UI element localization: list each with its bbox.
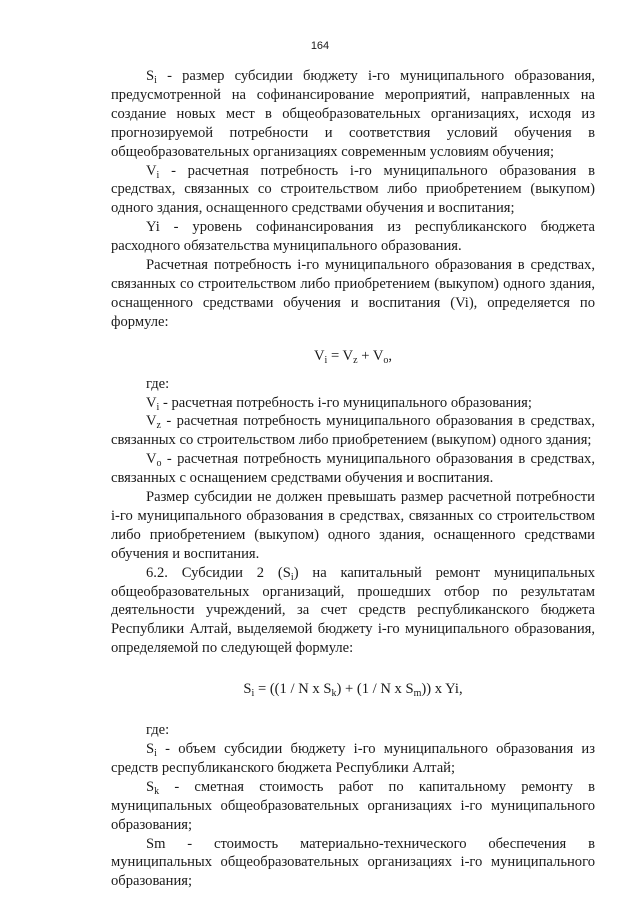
definition-s-k: $S_k$ - сметная стоимость работ по капитальному ремонту в муниципальных общеобразовательных организациях i-го муниципального образования;	[111, 778, 595, 833]
definition-v-z: $V_z$ - расчетная потребность муниципального образования в средствах, связанных со строительством либо приобретением (выкупом) одного здания;	[111, 413, 595, 449]
limit-paragraph: Размер субсидии не должен превышать размер расчетной потребности i-го муниципального образования в средствах, связанных со строительством либо приобретением (выкупом) одного здания, оснащенного средствами обучения и воспитания.	[111, 489, 595, 562]
where-label-2: где:	[146, 722, 170, 739]
symbol-subscript: i	[154, 75, 157, 86]
formula-vi: $V_i = V_z + V_o$,	[313, 347, 393, 366]
document-body	[111, 67, 595, 891]
definition-v-i-paragraph	[111, 162, 595, 219]
definition-s-i-2: $S_i$ - объем субсидии бюджету i-го муниципального образования из средств республиканского бюджета Республики Алтай;	[111, 741, 595, 776]
definition-yi-paragraph: Yi - уровень софинансирования из республиканского бюджета расходного обязательства муниципального образования.	[111, 219, 595, 255]
symbol-subscript: i	[156, 169, 160, 181]
definition-text: - размер субсидии бюджету i-го муниципального образования, предусмотренной на софинансирование мероприятий, направленных на создание новых мест в общеобразовательных организациях, исходя из прогнозируемой потребности и соответствия условий обучения в общеобразовательных организациях современным условиям обучения;	[111, 68, 595, 160]
definition-s-i-paragraph	[111, 67, 595, 162]
definition-v-o: $V_o$ - расчетная потребность муниципального образования в средствах, связанных с оснащением средствами обучения и воспитания.	[111, 451, 595, 487]
page-number: 164	[310, 40, 330, 52]
section-6-2-paragraph: 6.2. Субсидии 2 $(S_i)$ на капитальный ремонт муниципальных общеобразовательных организаций, прошедших отбор по результатам деятельности учреждений, за счет средств республиканского бюджета Республики Алтай, выделяемой бюджету i-го муниципального образования, определяемой по следующей формуле:	[111, 564, 595, 657]
where-label: где:	[146, 375, 170, 392]
symbol: S	[146, 68, 155, 84]
formula-si: $S_i = ((1 / N$ x $S_k) + (1 / N$ x $S_m$)) x Yi,	[243, 681, 463, 700]
definition-sm: Sm - стоимость материально-технического обеспечения в муниципальных общеобразовательных организациях i-го муниципального образования;	[111, 835, 595, 890]
definition-v-i-short: $V_i$ - расчетная потребность i-го муниципального образования;	[146, 394, 532, 413]
symbol: V	[146, 162, 157, 179]
definition-text: - расчетная потребность i-го муниципального образования в средствах, связанных со строительством либо приобретением (выкупом) одного здания, оснащенного средствами обучения и воспитания;	[111, 162, 595, 217]
calculation-intro-paragraph: Расчетная потребность i-го муниципального образования в средствах, связанных со строительством либо приобретением (выкупом) одного здания, оснащенного средствами обучения и воспитания (Vi), определяется по формуле:	[111, 257, 595, 330]
